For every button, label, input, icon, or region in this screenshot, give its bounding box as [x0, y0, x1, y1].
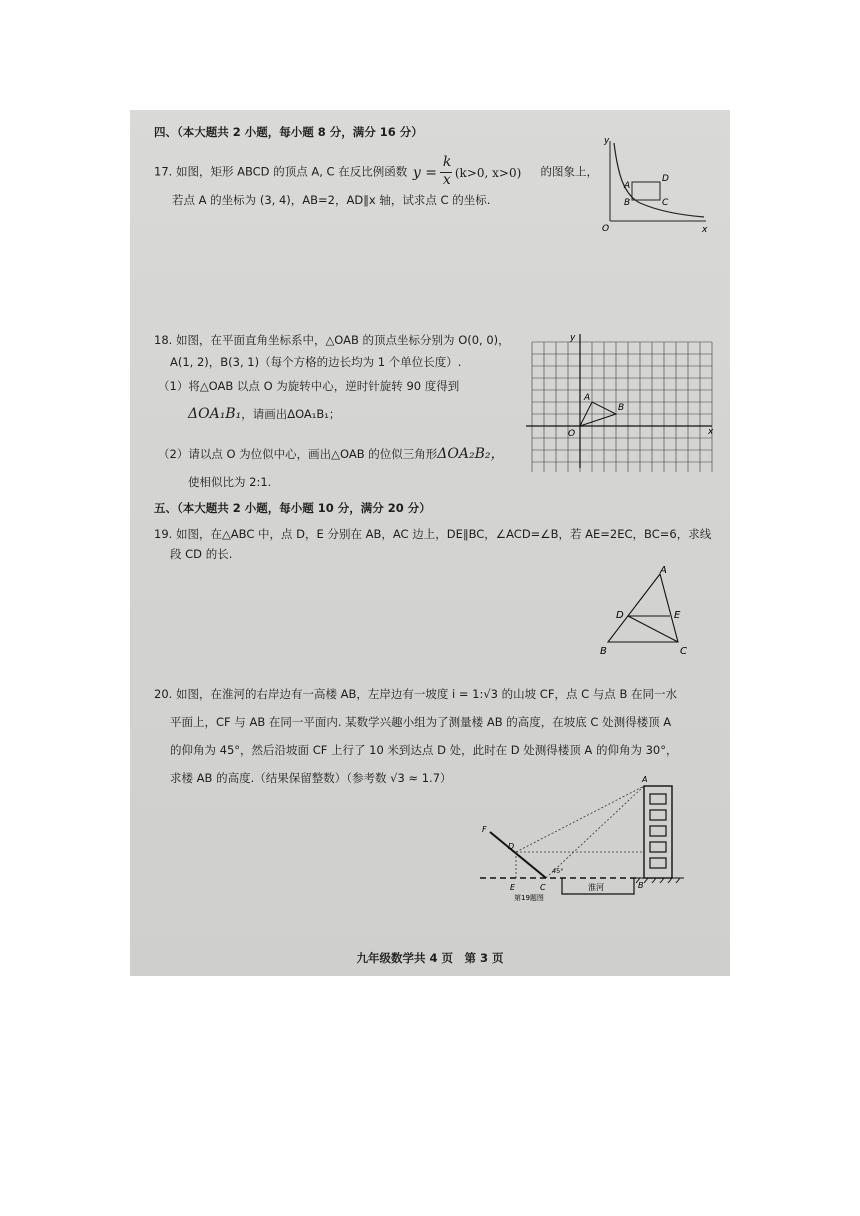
q18-part2-line1: （2）请以点 O 为位似中心，画出△OAB 的位似三角形ΔOA₂B₂， — [158, 446, 505, 462]
q18-part1-line2: ΔOA₁B₁，请画出ΔOA₁B₁； — [188, 406, 341, 422]
q20-label-f: F — [482, 825, 487, 834]
q20-text-line3: 的仰角为 45°，然后沿坡面 CF 上行了 10 米到达点 D 处，此时在 D 处测得楼顶 A 的仰角为 30°， — [170, 743, 678, 757]
q20-text-line4: 求楼 AB 的高度.（结果保留整数）（参考数 √3 ≈ 1.7） — [170, 771, 452, 785]
q18-text-line1: 18. 如图，在平面直角坐标系中，△OAB 的顶点坐标分别为 O(0, 0)， — [154, 333, 510, 347]
q17-label-d: D — [662, 174, 669, 184]
q20-label-a: A — [642, 775, 648, 784]
q17-label-o: O — [602, 224, 610, 234]
page-footer: 九年级数学共 4 页 第 3 页 — [356, 951, 504, 965]
q18-part1-tri: ΔOA₁B₁ — [188, 406, 242, 422]
q20-text-line1: 20. 如图，在淮河的右岸边有一高楼 AB，左岸边有一坡度 i = 1:√3 的山坡 CF，点 C 与点 B 在同一水 — [154, 687, 677, 701]
q17-prefix: 17. 如图，矩形 ABCD 的顶点 A, C 在反比例函数 — [154, 164, 408, 179]
q19-label-c: C — [680, 646, 687, 657]
q18-part2-tri: ΔOA₂B₂， — [437, 446, 505, 462]
q18-label-o: O — [568, 429, 576, 439]
q18-part1-line1: （1）将△OAB 以点 O 为旋转中心，逆时针旋转 90 度得到 — [158, 379, 460, 393]
q18-label-b: B — [618, 403, 625, 413]
q19-text-line1: 19. 如图，在△ABC 中，点 D，E 分别在 AB，AC 边上，DE∥BC，∠ACD=∠B，若 AE=2EC，BC=6，求线 — [154, 527, 712, 541]
q20-label-c: C — [540, 883, 546, 892]
q19-figure — [596, 566, 696, 658]
q20-figure — [476, 770, 690, 904]
q19-text-line2: 段 CD 的长. — [170, 547, 233, 561]
section5-header: 五、（本大题共 2 小题，每小题 10 分，满分 20 分） — [154, 501, 431, 515]
q20-caption: 第19题图 — [514, 894, 544, 902]
q20-river-label: 淮河 — [588, 883, 604, 892]
q17-label-c: C — [662, 198, 669, 208]
q20-angle-45: 45° — [552, 867, 564, 875]
q17-text-line1 — [154, 154, 599, 188]
q17-label-a: A — [624, 181, 631, 191]
q18-label-x: x — [708, 427, 714, 437]
q17-figure — [600, 135, 712, 235]
q19-label-b: B — [600, 646, 607, 657]
q19-label-d: D — [616, 610, 624, 621]
q17-label-x: x — [702, 225, 708, 235]
q17-suffix: 的图象上， — [540, 164, 599, 179]
exam-page — [130, 110, 730, 976]
q20-text-line2: 平面上，CF 与 AB 在同一平面内. 某数学兴趣小组为了测量楼 AB 的高度，在坡底 C 处测得楼顶 A — [170, 715, 672, 729]
q20-label-b: B — [638, 881, 644, 890]
q18-text-line2: A(1, 2)，B(3, 1)（每个方格的边长均为 1 个单位长度）. — [170, 355, 462, 369]
q18-grid-figure — [526, 330, 716, 472]
q20-label-e: E — [510, 883, 516, 892]
q17-text-line2: 若点 A 的坐标为 (3, 4)，AB=2，AD∥x 轴，试求点 C 的坐标. — [172, 193, 491, 207]
q18-part2-line2: 使相似比为 2:1. — [188, 475, 272, 489]
q17-label-y: y — [604, 136, 610, 146]
q19-label-a: A — [660, 566, 667, 576]
section4-header: 四、（本大题共 2 小题，每小题 8 分，满分 16 分） — [154, 125, 423, 139]
q19-label-e: E — [674, 610, 681, 621]
q17-formula: y = k x (k>0, x>0) — [412, 154, 522, 188]
q17-label-b: B — [624, 198, 631, 208]
q18-label-a: A — [584, 393, 591, 403]
q20-label-d: D — [508, 842, 515, 851]
q18-label-y: y — [570, 333, 576, 343]
